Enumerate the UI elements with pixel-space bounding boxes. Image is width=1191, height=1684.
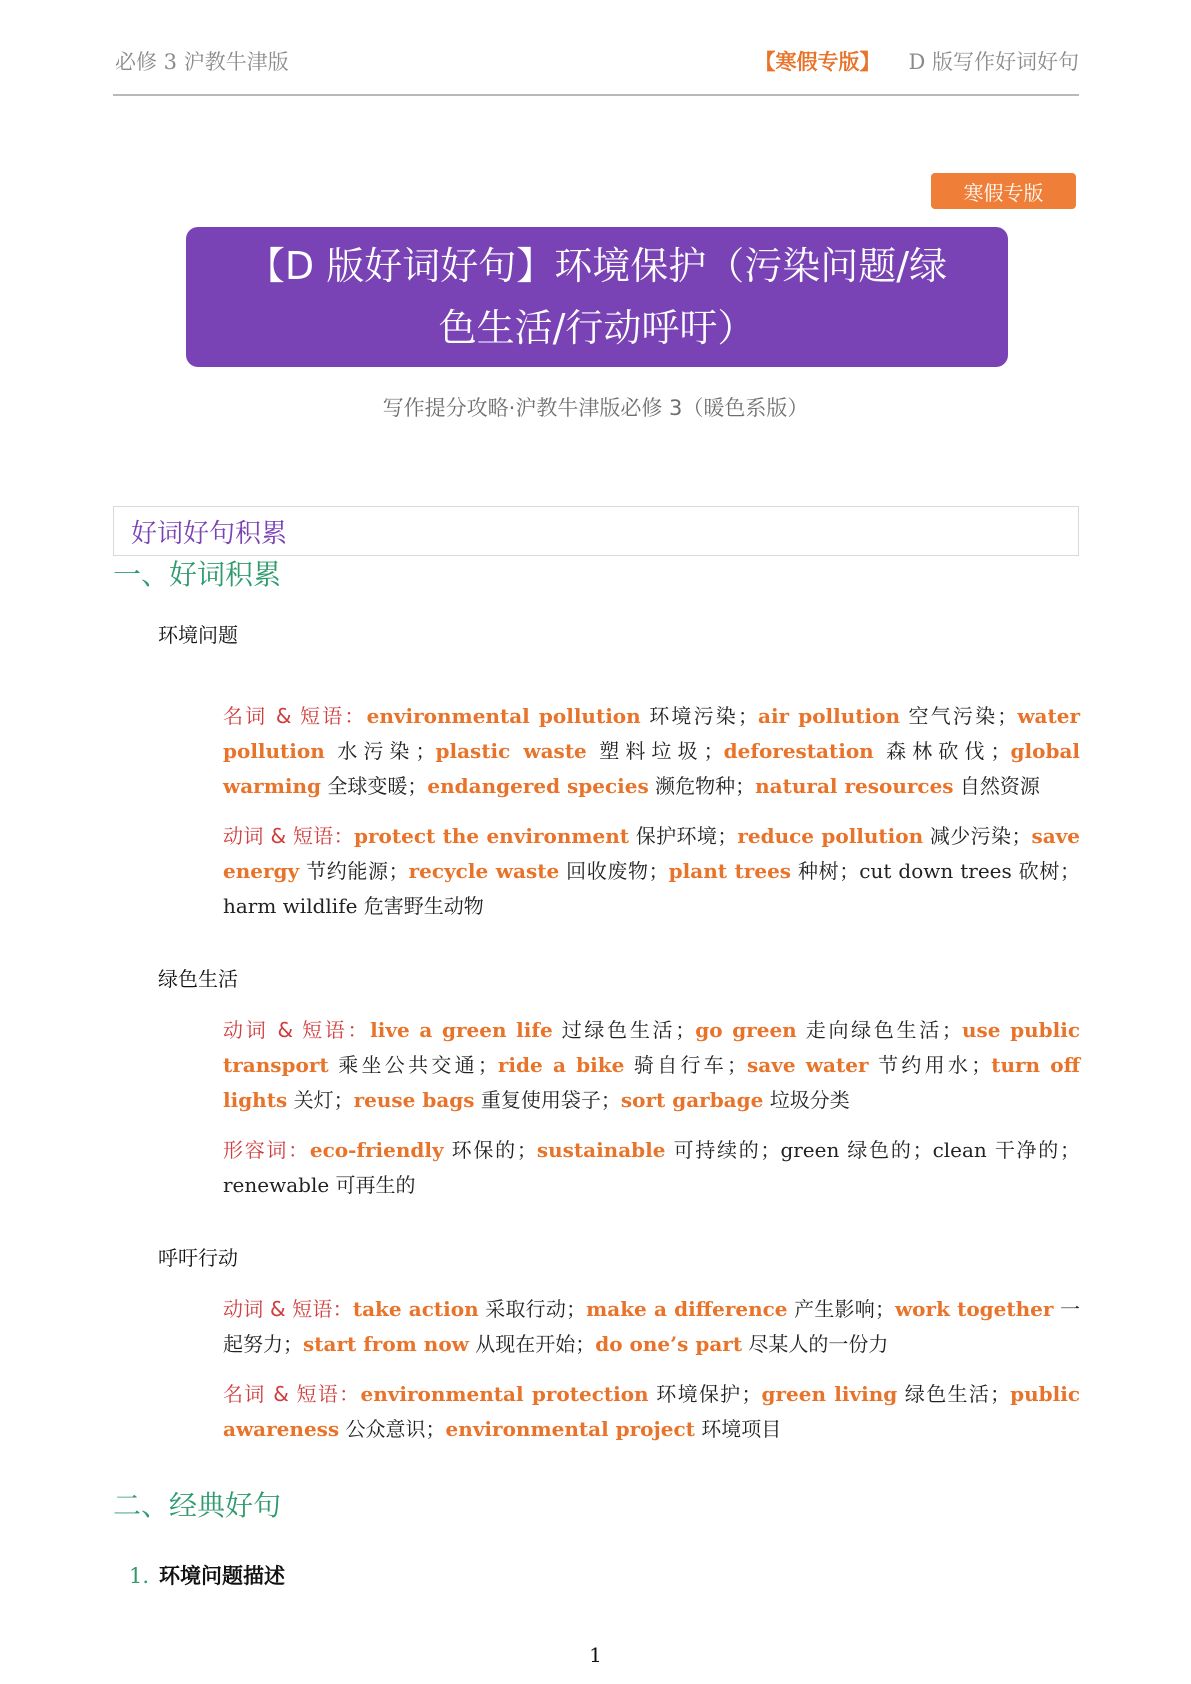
heading-vocabulary: 一、好词积累 [113,558,282,591]
vocab-translation: 水污染； [324,739,436,763]
group-title-call-to-action: 呼吁行动 [158,1246,238,1270]
vocab-term: work together [894,1297,1054,1321]
vocab-translation: 节约用水； [868,1053,992,1077]
term-category-label: 名词 & 短语： [223,1382,361,1406]
term-category-label: 动词 & 短语： [223,1297,353,1321]
page-subtitle: 写作提分攻略·沪教牛津版必修 3（暖色系版） [382,396,809,420]
vocab-term: plastic waste [435,739,587,763]
header-tag: 【寒假专版】 [754,50,881,74]
vocab-translation: 过绿色生活； [552,1018,696,1042]
page-title [186,227,1008,367]
vocab-term: use public transport [223,1018,1081,1077]
vocab-translation: 种树； [791,859,860,883]
vocab-term: turn off lights [223,1053,1081,1112]
vocab-term: reduce pollution [737,824,924,848]
edition-badge: 寒假专版 [931,173,1076,209]
vocab-translation: 塑料垃圾； [586,739,724,763]
vocab-term: endangered species [427,774,649,798]
vocab-translation: 从现在开始； [468,1332,596,1356]
vocab-translation: 走向绿色生活； [796,1018,962,1042]
vocab-translation: 保护环境； [629,824,738,848]
vocab-term: recycle waste [408,859,560,883]
vocab-term: natural resources [755,774,954,798]
vocab-term: go green [695,1018,797,1042]
vocab-translation: green 绿色的；clean 干净的；renewable 可再生的 [223,1138,1081,1197]
vocab-paragraph [223,1377,1080,1447]
vocab-paragraph [223,819,1080,924]
vocab-translation: 回收废物； [559,859,669,883]
vocab-translation: 关灯； [287,1088,354,1112]
vocab-translation: 自然资源 [953,774,1040,798]
heading-classic-sentences: 二、经典好句 [113,1489,282,1522]
vocab-translation: 一起努力； [223,1297,1081,1356]
vocab-term: do one’s part [595,1332,743,1356]
vocab-term: live a green life [370,1018,553,1042]
vocab-term: save energy [223,824,1081,883]
vocab-translation: 采取行动； [478,1297,587,1321]
vocab-term: air pollution [757,704,901,728]
header-left: 必修 3 沪教牛津版 [115,50,289,74]
vocab-translation: 环境污染； [640,704,758,728]
vocab-term: take action [352,1297,479,1321]
list-item-number: 1. [129,1564,150,1588]
vocab-translation: 环境保护； [648,1382,762,1406]
vocab-translation: 公众意识； [339,1417,446,1441]
vocab-term: ride a bike [497,1053,625,1077]
vocab-translation: 森林砍伐； [873,739,1011,763]
vocab-term: green living [761,1382,898,1406]
group-title-green-living: 绿色生活 [158,967,238,991]
vocab-term: water pollution [223,704,1080,763]
vocab-translation: 空气污染； [900,704,1018,728]
vocab-term: sort garbage [620,1088,764,1112]
vocab-translation: 可持续的； [665,1138,781,1162]
vocab-term: public awareness [223,1382,1081,1441]
vocab-translation: 尽某人的一份力 [742,1332,889,1356]
vocab-term: plant trees [668,859,792,883]
vocab-translation: 全球变暖； [321,774,428,798]
vocab-translation: 濒危物种； [648,774,756,798]
section-title: 好词好句积累 [113,506,1079,556]
title-line-2: 色生活/行动呼吁） [438,306,756,350]
vocab-translation: 环境项目 [694,1417,782,1441]
header-divider [113,94,1079,96]
vocab-term: reuse bags [353,1088,475,1112]
list-item [129,1560,285,1590]
vocab-translation: 重复使用袋子； [474,1088,621,1112]
vocab-term: start from now [303,1332,469,1356]
term-category-label: 形容词： [223,1138,310,1162]
group-title-environment-problems: 环境问题 [158,623,238,647]
vocab-paragraph [223,1133,1080,1203]
term-category-label: 动词 & 短语： [223,824,355,848]
term-category-label: 动词 & 短语： [223,1018,371,1042]
vocab-translation: 垃圾分类 [763,1088,850,1112]
header-doc-title: D 版写作好词好句 [908,50,1079,74]
title-line-1: 【D 版好词好句】环境保护（污染问题/绿 [246,244,948,288]
vocab-term: make a difference [586,1297,788,1321]
vocab-translation: 骑自行车； [624,1053,748,1077]
term-category-label: 名词 & 短语： [223,704,367,728]
vocab-term: environmental pollution [366,704,641,728]
vocab-translation: 减少污染； [923,824,1032,848]
vocab-term: deforestation [723,739,874,763]
vocab-term: protect the environment [354,824,630,848]
vocab-term: eco-friendly [309,1138,444,1162]
vocab-translation: 环保的； [443,1138,537,1162]
vocab-term: environmental protection [360,1382,649,1406]
vocab-term: save water [747,1053,869,1077]
vocab-term: environmental project [445,1417,695,1441]
vocab-translation: 节约能源； [299,859,409,883]
vocab-translation: 绿色生活； [897,1382,1011,1406]
vocab-translation: cut down trees 砍树；harm wildlife 危害野生动物 [223,859,1080,918]
list-item-text: 环境问题描述 [159,1564,286,1588]
vocab-term: global warming [223,739,1081,798]
vocab-paragraph [223,699,1080,804]
vocab-translation: 产生影响； [787,1297,895,1321]
vocab-paragraph [223,1013,1080,1118]
vocab-paragraph [223,1292,1080,1362]
vocab-translation: 乘坐公共交通； [328,1053,498,1077]
header-right [754,46,1079,76]
vocab-term: sustainable [536,1138,666,1162]
page-number: 1 [589,1643,602,1667]
